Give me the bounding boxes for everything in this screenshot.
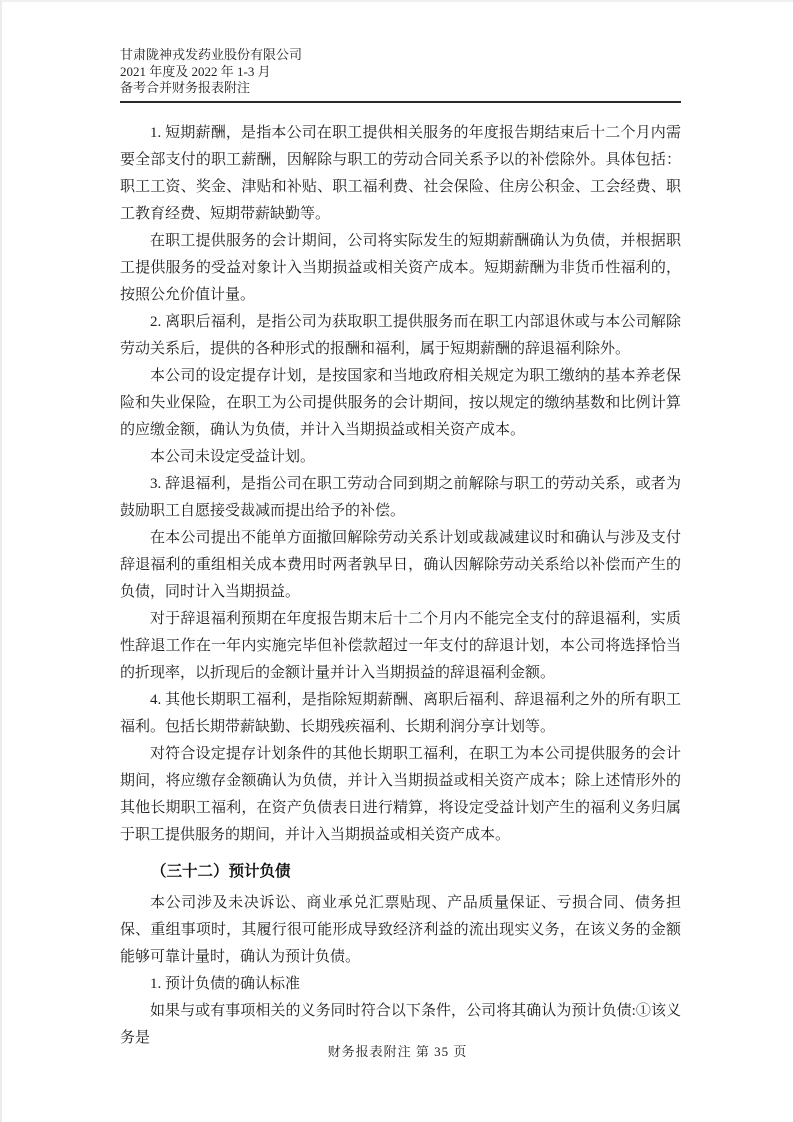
document-body xyxy=(120,120,681,1052)
paragraph-provisions-criteria-intro: 如果与或有事项相关的义务同时符合以下条件，公司将其确认为预计负债:①该义务是 xyxy=(120,1002,681,1046)
header-divider xyxy=(120,101,681,103)
paragraph-short-term-pay-recognition: 在职工提供服务的会计期间，公司将实际发生的短期薪酬确认为负债，并根据职工提供服务的受益对象计入当期损益或相关资产成本。短期薪酬为非货币性福利的，按照公允价值计量。 xyxy=(120,232,681,303)
page-content xyxy=(120,47,681,1052)
header-report-period: 2021 年度及 2022 年 1-3 月 xyxy=(120,63,271,79)
page-footer-text: 财务报表附注 第 35 页 xyxy=(327,1044,468,1059)
page-footer xyxy=(2,1041,793,1060)
paragraph-provisions-scope: 本公司涉及未决诉讼、商业承兑汇票贴现、产品质量保证、亏损合同、债务担保、重组事项时，其履行很可能形成导致经济利益的流出现实义务，在该义务的金额能够可靠计量时，确认为预计负债。 xyxy=(120,894,681,965)
paragraph-no-defined-benefit-plan: 本公司未设定受益计划。 xyxy=(150,448,316,465)
paragraph-termination-benefits: 3. 辞退福利，是指公司在职工劳动合同到期之前解除与职工的劳动关系，或者为鼓励职工自愿接受裁减而提出给予的补偿。 xyxy=(120,475,681,519)
paragraph-short-term-pay: 1. 短期薪酬，是指本公司在职工提供相关服务的年度报告期结束后十二个月内需要全部支付的职工薪酬，因解除与职工的劳动合同关系予以的补偿除外。具体包括：职工工资、奖金、津贴和补贴、职工福利费、社会保险、住房公积金、工会经费、职工教育经费、短期带薪缺勤等。 xyxy=(120,124,681,222)
paragraph-provisions-criteria-title: 1. 预计负债的确认标准 xyxy=(150,975,301,992)
document-header xyxy=(120,47,681,103)
paragraph-defined-contribution-plan: 本公司的设定提存计划，是按国家和当地政府相关规定为职工缴纳的基本养老保险和失业保险，在职工为公司提供服务的会计期间，按以规定的缴纳基数和比例计算的应缴金额，确认为负债，并计入当期损益或相关资产成本。 xyxy=(120,367,681,438)
paragraph-post-employment-benefits: 2. 离职后福利，是指公司为获取职工提供服务而在职工内部退休或与本公司解除劳动关系后，提供的各种形式的报酬和福利，属于短期薪酬的辞退福利除外。 xyxy=(120,313,681,357)
section-heading-provisions: （三十二）预计负债 xyxy=(151,862,291,880)
paragraph-termination-benefits-discount: 对于辞退福利预期在年度报告期末后十二个月内不能完全支付的辞退福利，实质性辞退工作在一年内实施完毕但补偿款超过一年支付的辞退计划，本公司将选择恰当的折现率，以折现后的金额计量并计入当期损益的辞退福利金额。 xyxy=(120,610,681,681)
paragraph-other-long-term-benefits: 4. 其他长期职工福利，是指除短期薪酬、离职后福利、辞退福利之外的所有职工福利。包括长期带薪缺勤、长期残疾福利、长期利润分享计划等。 xyxy=(120,691,681,735)
header-doc-title: 备考合并财务报表附注 xyxy=(120,80,251,95)
header-company-name: 甘肃陇神戎发药业股份有限公司 xyxy=(120,47,303,62)
paragraph-other-long-term-benefits-treatment: 对符合设定提存计划条件的其他长期职工福利，在职工为本公司提供服务的会计期间，将应缴存金额确认为负债，并计入当期损益或相关资产成本；除上述情形外的其他长期职工福利，在资产负债表日进行精算，将设定受益计划产生的福利义务归属于职工提供服务的期间，并计入当期损益或相关资产成本。 xyxy=(120,745,681,843)
paragraph-termination-benefits-recognition: 在本公司提出不能单方面撤回解除劳动关系计划或裁减建议时和确认与涉及支付辞退福利的重组相关成本费用时两者孰早日，确认因解除劳动关系给以补偿而产生的负债，同时计入当期损益。 xyxy=(120,529,681,600)
